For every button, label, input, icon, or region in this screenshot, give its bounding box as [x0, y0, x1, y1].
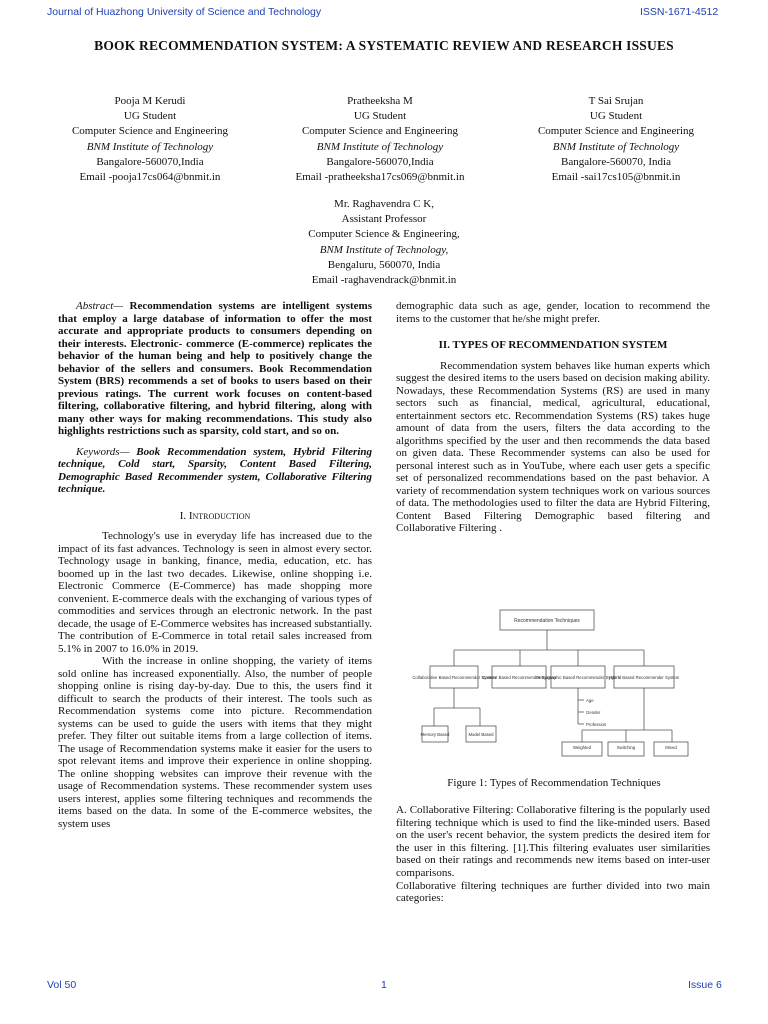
author-role: UG Student	[123, 110, 177, 123]
author-role: UG Student	[589, 110, 643, 123]
author-block-2	[280, 94, 480, 185]
author-role: Assistant Professor	[341, 213, 427, 226]
author-city: Bangalore-560070,India	[326, 155, 434, 168]
author-block-3	[516, 94, 716, 185]
author-dept: Computer Science and Engineering	[537, 125, 695, 138]
author-city: Bangalore-560070, India	[561, 155, 671, 168]
author-name: T Sai Srujan	[588, 95, 644, 107]
node-profession: Profession	[586, 722, 607, 727]
node-weighted: Weighted	[572, 745, 592, 750]
author-inst: BNM Institute of Technology	[86, 140, 214, 153]
author-city: Bangalore-560070,India	[96, 155, 204, 168]
node-gender: Gender	[586, 710, 601, 715]
collaborative-filtering-paragraph: A. Collaborative Filtering: Collaborative filtering is the popularly used filtering technique which is used to find the like-minded users. Based on the user's recent behavior, the system predicts the desired item for the user in this filtering. [1].This filtering evaluates user similarities based on their ratings and recommends new items based on inter-user comparisons.	[396, 804, 710, 879]
author-name: Pooja M Kerudi	[114, 95, 186, 107]
recommendation-techniques-diagram	[396, 604, 710, 762]
abstract	[58, 300, 372, 438]
author-dept: Computer Science and Engineering	[301, 125, 459, 138]
journal-name: Journal of Huazhong University of Science and Technology	[47, 6, 322, 18]
abstract-lead: Abstract—	[76, 300, 124, 312]
node-hybrid: Hybrid Based Recommender System	[608, 675, 680, 680]
author-block-1	[50, 94, 250, 185]
node-memory: Memory Based	[420, 732, 450, 737]
section-number: I.	[179, 509, 187, 522]
intro-paragraph-2: With the increase in online shopping, the variety of items sold online has increased exponentially. Also, the number of people shopping online is rising day-by-day. Due to this, the users find it difficult to search the products of their interest. The tools such as Recommendation systems come into picture. Recommendation systems can be used to guide the users with items that they might prefer. They filter out suitable items from a large collection of items. The usage of Recommendation systems make it easier for the users to spot relevant items and improve their experience in online shopping. The online shopping websites can improve their revenue with the usage of Recommendation systems. These recommender system uses users interest, applies some filtering techniques and recommends the items based on the data. In some of the E-commerce websites, the system uses	[58, 655, 372, 830]
keywords	[58, 446, 372, 496]
node-collaborative: Collaborative Based Recommender System	[412, 675, 496, 680]
volume: Vol 50	[47, 979, 77, 991]
issn: ISSN-1671-4512	[640, 6, 719, 18]
author-inst: BNM Institute of Technology	[552, 140, 680, 153]
author-name: Pratheeksha M	[347, 95, 413, 107]
node-age: Age	[586, 698, 594, 703]
issue: Issue 6	[688, 979, 722, 991]
node-content: Content Based Recommender System	[482, 675, 556, 680]
intro-paragraph-1: Technology's use in everyday life has increased due to the impact of its fast advances. Technology is seen in almost every sector. Technology usage in banking, finance, media, education, etc. has boomed up in the last two decades. Likewise, online shopping i.e. Electronic Commerce (E-Commerce) has made shopping more convenient. E-commerce deals with the exchanging of various types of commodities and services through an electronic network. In the past decade, the usage of E-Commerce websites has increased substantially. The contribution of E-Commerce in total retail sales increased from 5.1% in 2007 to 16.0% in 2019.	[58, 530, 372, 655]
node-mixed: Mixed	[665, 745, 677, 750]
author-inst: BNM Institute of Technology	[316, 140, 444, 153]
abstract-text: Recommendation systems are intelligent systems that employ a large database of information to offer the most accurate and appropriate products to consumers depending on their interests. Electronic- commerce (E-commerce) replicates the behavior of the human being and help to positively change the behavior of the sellers and consumers. Book Recommendation System (BRS) recommends a set of books to users based on their previous ratings. The current work focuses on content-based filtering, collaborative filtering, and hybrid filtering, along with many other ways for making recommendations. This study also highlights restrictions such as sparsity, cold start, and so on.	[58, 300, 372, 437]
figure-caption: Figure 1: Types of Recommendation Techniques	[447, 777, 661, 789]
node-model: Model Based	[468, 732, 494, 737]
author-email: Email -pratheeksha17cs069@bnmit.in	[295, 171, 465, 184]
node-demographic: Demographic Based Recommender System	[536, 675, 620, 680]
author-dept: Computer Science & Engineering,	[308, 228, 460, 241]
page-number: 1	[381, 979, 387, 991]
left-column	[58, 300, 372, 830]
author-city: Bengaluru, 560070, India	[327, 258, 441, 271]
section-heading-intro	[58, 510, 372, 523]
continued-paragraph: demographic data such as age, gender, location to recommend the items to the customer that he/she might prefer.	[396, 300, 710, 325]
paper-title: BOOK RECOMMENDATION SYSTEM: A SYSTEMATIC REVIEW AND RESEARCH ISSUES	[94, 38, 674, 53]
right-column	[396, 300, 710, 535]
keywords-lead: Keywords—	[76, 445, 130, 458]
node-switching: Switching	[616, 745, 636, 750]
section-heading-types: II. TYPES OF RECOMMENDATION SYSTEM	[438, 339, 668, 351]
author-inst: BNM Institute of Technology,	[319, 243, 449, 256]
right-column-lower	[396, 804, 710, 905]
author-block-4	[284, 197, 484, 288]
collaborative-categories-paragraph: Collaborative filtering techniques are further divided into two main categories:	[396, 879, 710, 905]
author-email: Email -raghavendrack@bnmit.in	[311, 274, 457, 287]
types-paragraph: Recommendation system behaves like human experts which suggest the desired items to the users based on decision making ability. Nowadays, these Recommendation Systems (RS) are used in many sectors such as financial, medical, agricultural, educational, entertainment sectors etc. Recommendation Systems (RS) takes huge amount of data from the users, filters the data according to the algorithms specified by the user and then recommends the data based on given data. These Recommender systems can also be used for personal interest such as in YouTube, where each user gets a specific set of personalized recommendations based on the past behavior. A variety of recommendation system techniques work on various sources of data. The methodologies used to filter the data are Hybrid Filtering, Content Based Filtering Demographic based filtering and Collaborative Filtering .	[396, 359, 710, 534]
author-dept: Computer Science and Engineering	[71, 125, 229, 138]
section-title: Introduction	[188, 509, 251, 522]
root-label: Recommendation Techniques	[514, 618, 580, 624]
author-role: UG Student	[353, 110, 407, 123]
author-email: Email -sai17cs105@bnmit.in	[551, 171, 681, 184]
author-email: Email -pooja17cs064@bnmit.in	[79, 171, 221, 184]
keywords-text: Book Recommendation system, Hybrid Filtering technique, Cold start, Sparsity, Content Based Filtering, Demographic Based Recommender system, Collaborative Filtering technique.	[58, 445, 372, 495]
author-name: Mr. Raghavendra C K,	[334, 198, 434, 210]
